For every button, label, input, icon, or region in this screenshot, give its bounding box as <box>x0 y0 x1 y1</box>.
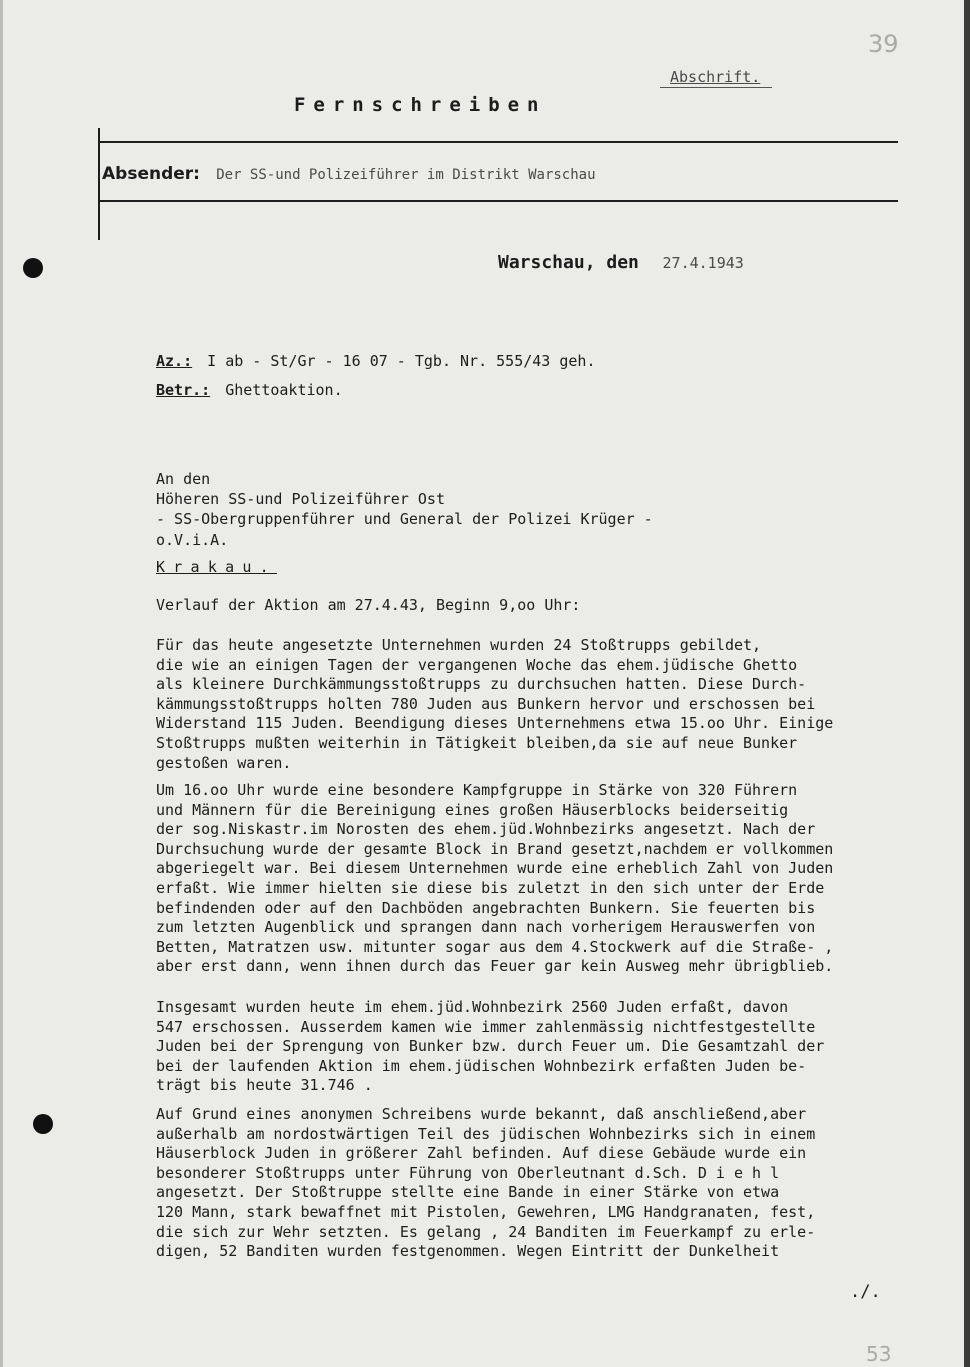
recipient-city: Krakau. <box>156 558 277 576</box>
abschrift-label: Abschrift. <box>670 68 761 86</box>
continuation-mark: ./. <box>850 1282 881 1302</box>
recipient-line: - SS-Obergruppenführer und General der Polizei Krüger - <box>156 510 653 529</box>
text-line: Insgesamt wurden heute im ehem.jüd.Wohnbezirk 2560 Juden erfaßt, davon <box>156 998 789 1016</box>
paragraph-1 <box>156 636 936 773</box>
text-line: trägt bis heute 31.746 . <box>156 1076 373 1095</box>
text-line: Für das heute angesetzte Unternehmen wurden 24 Stoßtrupps gebildet, <box>156 636 762 654</box>
document-title: Fernschreiben <box>294 94 547 116</box>
text-line: abgeriegelt war. Bei diesem Unternehmen wurde eine erheblich Zahl von Juden <box>156 859 834 878</box>
az-value: I ab - St/Gr - 16 07 - Tgb. Nr. 555/43 geh. <box>207 352 596 370</box>
text-line: die wie an einigen Tagen der vergangenen Woche das ehem.jüdische Ghetto <box>156 655 798 674</box>
text-line: 547 erschossen. Ausserdem kamen wie immer zahlenmässig nichtfestgestellte <box>156 1017 816 1036</box>
recipient-line: Höheren SS-und Polizeiführer Ost <box>156 490 445 509</box>
header-rule-bottom <box>98 200 898 202</box>
text-line: außerhalb am nordostwärtigen Teil des jüdischen Wohnbezirks sich in einem <box>156 1124 816 1143</box>
text-line: 120 Mann, stark bewaffnet mit Pistolen, Gewehren, LMG Handgranaten, fest, <box>156 1202 816 1221</box>
paragraph-4 <box>156 1105 936 1262</box>
text-line: der sog.Niskastr.im Norosten des ehem.jüd.Wohnbezirks angesetzt. Nach der <box>156 820 816 839</box>
text-line: Um 16.oo Uhr wurde eine besondere Kampfgruppe in Stärke von 320 Führern <box>156 781 798 799</box>
text-line: Widerstand 115 Juden. Beendigung dieses Unternehmens etwa 15.oo Uhr. Einige <box>156 714 834 733</box>
date-place: Warschau, den <box>498 252 639 273</box>
text-line: aber erst dann, wenn ihnen durch das Feuer gar kein Ausweg mehr übrigblieb. <box>156 957 834 976</box>
paragraph-3 <box>156 998 936 1096</box>
text-line: zum letzten Augenblick und sprangen dann nach vorherigem Herauswerfen von <box>156 918 816 937</box>
sender-label: Absender: <box>102 164 200 184</box>
text-line: Betten, Matratzen usw. mitunter sogar aus dem 4.Stockwerk auf die Straße- , <box>156 937 834 956</box>
text-line: gestoßen waren. <box>156 753 292 772</box>
left-margin-line <box>98 128 100 240</box>
text-line: bei der laufenden Aktion im ehem.jüdischen Wohnbezirk erfaßten Juden be- <box>156 1056 807 1075</box>
page-right-edge <box>964 0 970 1367</box>
abschrift-underline <box>660 87 772 88</box>
recipient-line: o.V.i.A. <box>156 530 229 549</box>
az-line <box>156 352 595 370</box>
text-line: Juden bei der Sprengung von Bunker bzw. durch Feuer um. Die Gesamtzahl der <box>156 1037 825 1056</box>
text-line: Häuserblock Juden in größerer Zahl befinden. Auf diese Gebäude wurde ein <box>156 1144 807 1163</box>
section-heading: Verlauf der Aktion am 27.4.43, Beginn 9,oo Uhr: <box>156 596 581 614</box>
date-value: 27.4.1943 <box>662 254 744 272</box>
page-number: 39 <box>868 30 899 58</box>
text-line: Durchsuchung wurde der gesamte Block in Brand gesetzt,nachdem er vollkommen <box>156 839 834 858</box>
text-line: erfaßt. Wie immer hielten sie diese bis zuletzt in den sich unter der Erde <box>156 878 825 897</box>
az-label: Az.: <box>156 352 193 370</box>
punch-hole-top <box>23 258 43 278</box>
text-line: digen, 52 Banditen wurden festgenommen. Wegen Eintritt der Dunkelheit <box>156 1242 780 1261</box>
betr-label: Betr.: <box>156 381 211 399</box>
text-line: als kleinere Durchkämmungsstoßtrupps zu durchsuchen hatten. Diese Durch- <box>156 675 807 694</box>
footer-pencil-mark: 53 <box>866 1342 892 1366</box>
sender-value: Der SS-und Polizeiführer im Distrikt Warschau <box>216 167 596 183</box>
text-line: kämmungsstoßtrupps holten 780 Juden aus Bunkern hervor und erschossen bei <box>156 694 816 713</box>
page-left-edge <box>0 0 3 1367</box>
sender-line <box>102 164 596 184</box>
recipient-line: An den <box>156 470 211 488</box>
recipient-block <box>156 469 936 550</box>
text-line: besonderer Stoßtrupps unter Führung von Oberleutnant d.Sch. D i e h l <box>156 1163 780 1182</box>
text-line: angesetzt. Der Stoßtruppe stellte eine Bande in einer Stärke von etwa <box>156 1183 780 1202</box>
text-line: die sich zur Wehr setzten. Es gelang , 24 Banditen im Feuerkampf zu erle- <box>156 1222 816 1241</box>
punch-hole-bottom <box>33 1114 53 1134</box>
betr-value: Ghettoaktion. <box>225 381 343 399</box>
text-line: Auf Grund eines anonymen Schreibens wurde bekannt, daß anschließend,aber <box>156 1105 807 1123</box>
header-rule-top <box>98 141 898 143</box>
paragraph-2 <box>156 781 936 977</box>
betr-line <box>156 381 343 399</box>
text-line: Stoßtrupps mußten weiterhin in Tätigkeit bleiben,da sie auf neue Bunker <box>156 733 798 752</box>
date-line <box>498 252 744 273</box>
text-line: und Männern für die Bereinigung eines großen Häuserblocks beiderseitig <box>156 800 789 819</box>
text-line: befindenden oder auf den Dachböden angebrachten Bunkern. Sie feuerten bis <box>156 898 816 917</box>
